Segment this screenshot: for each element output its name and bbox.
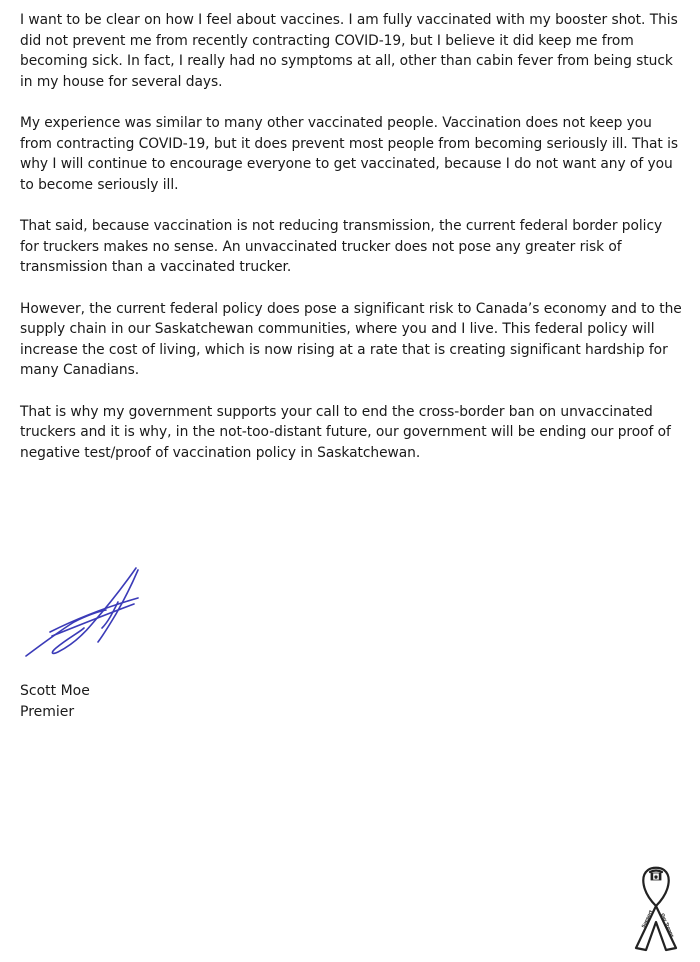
letter-body [20, 10, 684, 484]
signature-block [20, 681, 90, 723]
ribbon-icon [628, 864, 684, 954]
paragraph-1: I want to be clear on how I feel about vaccines. I am fully vaccinated with my booster shot. This did not prevent me from recently contracting COVID-19, but I believe it did keep me from becoming sick. In fact, I really had no symptoms at all, other than cabin fever from being stuck in my house for several days. [20, 12, 678, 90]
signer-name: Scott Moe [20, 683, 90, 699]
svg-text:Support: Support [640, 909, 654, 929]
paragraph-3: That said, because vaccination is not reducing transmission, the current federal border policy for truckers makes no sense. An unvaccinated trucker does not pose any greater risk of transmission than a vaccinated trucker. [20, 218, 663, 275]
paragraph-5: That is why my government supports your call to end the cross-border ban on unvaccinated truckers and it is why, in the not-too-distant future, our government will be ending our proof of negative test/proof of vaccination policy in Saskatchewan. [20, 403, 671, 461]
signature-icon [22, 562, 142, 662]
paragraph-4: However, the current federal policy does pose a significant risk to Canada’s economy and to the supply chain in our Saskatchewan communities, where you and I live. This federal policy will increase the cost of living, which is now rising at a rate that is creating significant hardship for many Canadians. [20, 300, 682, 378]
maple-leaf-icon [651, 873, 661, 880]
paragraph-2: My experience was similar to many other vaccinated people. Vaccination does not keep you from contracting COVID-19, but it does prevent most people from becoming seriously ill. That is why I will continue to encourage everyone to get vaccinated, because I do not want any of you to become seriously ill. [20, 115, 679, 193]
signer-title: Premier [20, 704, 75, 720]
svg-text:Our Troops: Our Troops [660, 912, 676, 938]
